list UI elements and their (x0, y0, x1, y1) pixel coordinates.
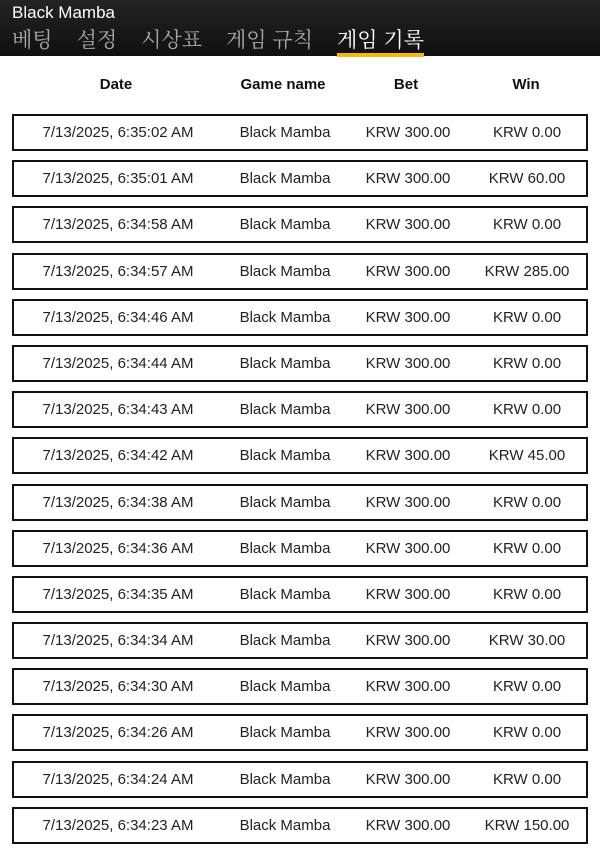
row-bet: KRW 300.00 (365, 262, 451, 280)
row-win: KRW 0.00 (492, 354, 562, 372)
row-bet: KRW 300.00 (365, 678, 451, 696)
row-game-name: Black Mamba (239, 678, 331, 696)
row-game-name: Black Mamba (239, 770, 331, 788)
history-row[interactable] (12, 807, 588, 844)
row-game-name: Black Mamba (239, 170, 331, 188)
row-bet: KRW 300.00 (365, 585, 451, 603)
row-win: KRW 0.00 (492, 493, 562, 511)
row-date: 7/13/2025, 6:34:26 AM (42, 724, 194, 742)
row-bet: KRW 300.00 (365, 401, 451, 419)
row-bet: KRW 300.00 (365, 124, 451, 141)
row-game-name: Black Mamba (239, 308, 331, 326)
row-date: 7/13/2025, 6:34:34 AM (42, 632, 194, 650)
row-game-name: Black Mamba (239, 539, 331, 557)
history-row[interactable] (12, 714, 588, 751)
row-win: KRW 0.00 (492, 216, 562, 234)
row-bet: KRW 300.00 (365, 447, 451, 465)
row-bet: KRW 300.00 (365, 216, 451, 234)
row-game-name: Black Mamba (239, 447, 331, 465)
history-row[interactable] (12, 253, 588, 290)
history-row[interactable] (12, 576, 588, 613)
history-row[interactable] (12, 345, 588, 382)
row-win: KRW 0.00 (492, 124, 562, 141)
history-column-headers (12, 72, 588, 98)
history-row[interactable] (12, 437, 588, 474)
row-date: 7/13/2025, 6:34:58 AM (42, 216, 194, 234)
row-game-name: Black Mamba (239, 724, 331, 742)
row-win: KRW 0.00 (492, 724, 562, 742)
row-bet: KRW 300.00 (365, 724, 451, 742)
row-game-name: Black Mamba (239, 262, 331, 280)
row-bet: KRW 300.00 (365, 170, 451, 188)
history-row[interactable] (12, 668, 588, 705)
column-header-bet: Bet (393, 76, 419, 93)
history-row[interactable] (12, 299, 588, 336)
history-row[interactable] (12, 391, 588, 428)
row-date: 7/13/2025, 6:34:44 AM (42, 354, 194, 372)
history-row[interactable] (12, 530, 588, 567)
row-bet: KRW 300.00 (365, 632, 451, 650)
row-game-name: Black Mamba (239, 816, 331, 834)
row-bet: KRW 300.00 (365, 308, 451, 326)
history-row[interactable] (12, 160, 588, 197)
row-bet: KRW 300.00 (365, 539, 451, 557)
row-date: 7/13/2025, 6:34:36 AM (42, 539, 194, 557)
row-win: KRW 0.00 (492, 308, 562, 326)
row-win: KRW 0.00 (492, 401, 562, 419)
row-date: 7/13/2025, 6:34:30 AM (42, 678, 194, 696)
tab-paytable[interactable]: 시상표 (141, 29, 203, 52)
row-date: 7/13/2025, 6:34:38 AM (42, 493, 194, 511)
row-date: 7/13/2025, 6:34:24 AM (42, 770, 194, 788)
row-date: 7/13/2025, 6:34:42 AM (42, 447, 194, 465)
tab-game-rules[interactable]: 게임 규칙 (226, 29, 313, 52)
row-bet: KRW 300.00 (365, 493, 451, 511)
row-bet: KRW 300.00 (365, 770, 451, 788)
row-date: 7/13/2025, 6:35:01 AM (42, 170, 194, 188)
row-date: 7/13/2025, 6:35:02 AM (42, 124, 194, 141)
tab-betting[interactable]: 베팅 (12, 29, 53, 52)
row-win: KRW 285.00 (484, 262, 570, 280)
row-date: 7/13/2025, 6:34:46 AM (42, 308, 194, 326)
history-row[interactable] (12, 761, 588, 798)
tab-settings[interactable]: 설정 (76, 29, 118, 52)
row-bet: KRW 300.00 (365, 816, 451, 834)
column-header-game-name: Game name (240, 76, 326, 93)
row-date: 7/13/2025, 6:34:35 AM (42, 585, 194, 603)
history-row[interactable] (12, 206, 588, 243)
app-title: Black Mamba (12, 3, 115, 22)
row-game-name: Black Mamba (239, 354, 331, 372)
row-date: 7/13/2025, 6:34:23 AM (42, 816, 194, 834)
tab-bar (12, 27, 448, 56)
column-header-win: Win (512, 76, 540, 93)
row-win: KRW 30.00 (488, 632, 566, 650)
row-win: KRW 60.00 (488, 170, 566, 188)
row-game-name: Black Mamba (239, 632, 331, 650)
top-bar (0, 0, 600, 56)
row-date: 7/13/2025, 6:34:43 AM (42, 401, 194, 419)
history-row[interactable] (12, 622, 588, 659)
row-win: KRW 0.00 (492, 770, 562, 788)
row-game-name: Black Mamba (239, 216, 331, 234)
history-row[interactable] (12, 114, 588, 151)
column-header-date: Date (99, 76, 133, 93)
tab-game-history[interactable]: 게임 기록 (337, 27, 424, 56)
row-game-name: Black Mamba (239, 493, 331, 511)
row-win: KRW 45.00 (488, 447, 566, 465)
row-game-name: Black Mamba (239, 124, 331, 141)
row-win: KRW 0.00 (492, 678, 562, 696)
row-game-name: Black Mamba (239, 401, 331, 419)
row-win: KRW 0.00 (492, 539, 562, 557)
row-win: KRW 0.00 (492, 585, 562, 603)
history-row[interactable] (12, 484, 588, 521)
row-win: KRW 150.00 (484, 816, 570, 834)
row-game-name: Black Mamba (239, 585, 331, 603)
row-date: 7/13/2025, 6:34:57 AM (42, 262, 194, 280)
history-list (12, 114, 588, 853)
row-bet: KRW 300.00 (365, 354, 451, 372)
